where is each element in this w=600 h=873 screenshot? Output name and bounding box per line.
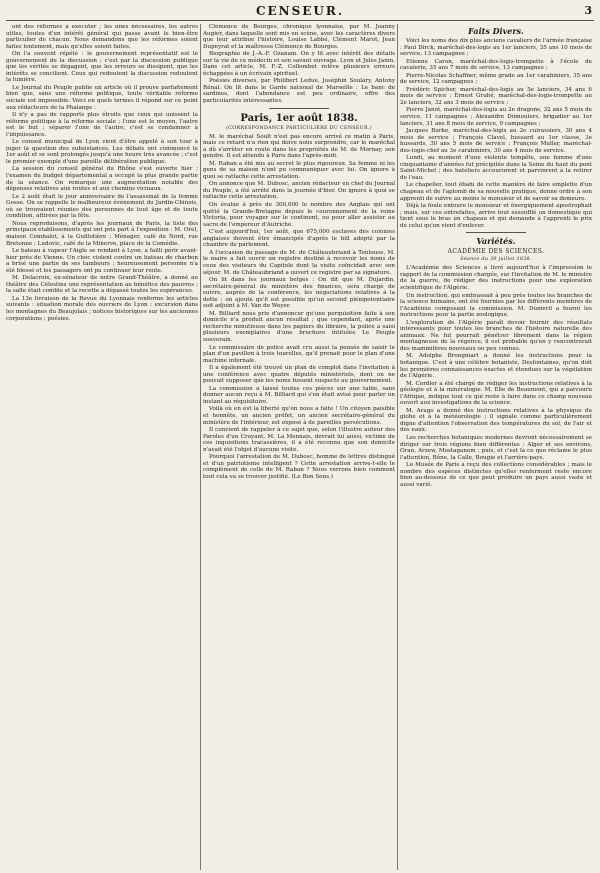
section-subheading: ACADÉMIE DES SCIENCES.: [447, 248, 545, 256]
paragraph: Les recherches botaniques modernes devront nécessairement se diriger sur trois régions bien différentes : Alger et ses environs, Oran, Arzew, Mostaganem ; puis, et c'est là ce que réclame le plus l'attention, Bône, la Calle, Bougie et l'arrière-pays.: [400, 434, 592, 461]
paragraph: L'Académie des Sciences a livré aujourd'hui à l'impression le rapport de la commission chargée, sur l'invitation de M. le ministre de la guerre, de rédiger des instructions pour une exploration scientifique de l'Algérie.: [400, 265, 592, 291]
paragraph: M. Adolphe Brongniart a donné les instructions pour la botanique. C'est à une célèbre botaniste, Desfontaines, qu'on doit les premières connaissances exactes et étendues sur la végétation de l'Algérie.: [400, 353, 592, 380]
column-1: [6, 24, 198, 870]
paragraph: On annonce que M. Dubosc, ancien rédacteur en chef du Journal du Peuple, a été arrêté dans la journée d'hier. On ignore à quoi se rattache cette arrestation.: [203, 181, 395, 201]
paragraph: Jacques Burke, maréchal-des-logis au 2e cuirassiers, 30 ans 4 mois de service ; François Clavel, hussard au 1er classe, 3e hussards, 30 ans 5 mois de service ; François Muller, maréchal-des-logis-chef au 3e carabiniers, 30 ans 4 mois de service.: [400, 128, 592, 154]
paragraph: La session du conseil général du Rhône s'est ouverte hier ; l'examen du budget départemental a occupé la plus grande partie de la séance. On remarque une augmentation notable des dépenses relatives aux routes et aux chemins vicinaux.: [6, 166, 198, 193]
paragraph: Biographie de J.-A.-F. Ozanam. On y lit avec intérêt des détails sur la vie de ce médecin et son savant ouvrage. Lyon et Jules Janin. Dans cet article, M. F.-Z. Collombet relève plusieurs erreurs échappées à un écrivain spirituel.: [203, 51, 395, 77]
paragraph: M. Billiard nous prie d'annoncer qu'une perquisition faite à son domicile n'a produit aucun résultat ; que cependant, après une recherche minutieuse dans les papiers du libraire, la police a saisi plusieurs exemplaires d'une brochure intitulée Le Peuple souverain.: [203, 310, 395, 343]
paragraph: Le Musée de Paris a reçu des collections considérables ; mais le nombre des espèces distinctes qu'elles renferment reste encore bien au-dessous de ce que peut produire un pays aussi vaste et aussi varié.: [400, 462, 592, 488]
paragraph: La 13e livraison de la Revue du Lyonnais renferme les articles suivants : situation morale des ouvriers de Lyon ; excursion dans les montagnes du Beaujolais ; notices historiques sur les anciennes corporations ; poésies.: [6, 295, 198, 322]
paragraph: La commission a laissé toutes ces pièces sur une table, sans donner aucun reçu à M. Billiard qui s'en était avisé pour parler un instant au réquisitoire.: [203, 385, 395, 405]
section-divider: [466, 232, 526, 233]
paragraph: M. Cordier a été chargé de rédiger les instructions relatives à la géologie et à la minéralogie. M. Élie de Beaumont, qui a parcouru l'Afrique, indique tout ce qui reste à faire dans ce champ nouveau ouvert aux investigations de la science.: [400, 380, 592, 407]
paragraph: Le 2 août était le jour anniversaire de l'assassinat de la femme Gosse. On se rappelle le malheureux événement du Jardin-Chinois, où se trouvaient réunies des personnes de tout âge et de toute condition, attirées par la fête.: [6, 193, 198, 220]
section-heading: Faits Divers.: [468, 26, 524, 36]
section-heading: Variétés.: [476, 236, 516, 247]
column-divider: [200, 24, 201, 870]
paragraph: A l'occasion du passage de M. de Châteaubriand à Toulouse, M. le maire a fait ouvrir un registre destiné à recevoir les noms de ceux des visiteurs du Capitole dont la visite coïncidait avec son séjour. M. de Châteaubriand a ouvert ce registre par sa signature.: [203, 249, 395, 276]
section-divider: [269, 108, 329, 109]
session-date: Séance du 30 juillet 1838.: [460, 257, 532, 263]
page-number: 3: [584, 4, 592, 17]
dateline-heading: Paris, 1er août 1838.: [240, 112, 358, 124]
masthead: [0, 0, 600, 22]
column-2: [203, 24, 395, 870]
paragraph: Frédéric Spicher, maréchal-des-logis au 5e lanciers, 34 ans 6 mois de service ; Ernest Gruhé, maréchal-des-logis-trompette au 2e lanciers, 32 ans 3 mois de service ;: [400, 86, 592, 106]
column-3: [400, 24, 592, 870]
paragraph: Le Journal du Peuple publie un article où il prouve parfaitement bien que, sans une réforme politique, toute véritable réforme sociale est impossible. Voici en quels termes il répond sur ce point aux rédacteurs de la Phalange :: [6, 84, 198, 111]
dateline-subheading: (CORRESPONDANCE PARTICULIÈRE DU CENSEUR.): [226, 125, 372, 131]
paragraph: Voici les noms des dix plus anciens cavaliers de l'armée française : Paul Dirck, maréchal-des-logis au 1er lanciers, 35 ans 10 mois de service, 13 campagnes ;: [400, 38, 592, 58]
paragraph: ont des réformes à exécuter ; les unes nécessaires, les autres utiles, toutes d'un intérêt général qui passe avant le bien-être particulier de chacun. Nous demandons que les réformes soient faites lentement, mais qu'elles soient faites.: [6, 24, 198, 50]
paragraph: Nous reproduisons, d'après les journaux de Paris, la liste des principaux établissements qui ont pris part à l'exposition : M. Orel, maison Combalot, à la Guillotière ; Ménager, café du Nord, rue Bretonne ; Ludovic, café de la Minerve, place de la Comédie.: [6, 220, 198, 247]
paragraph: M. Delacroix, ex-sénateur de notre Grand-Théâtre, a donné au théâtre des Célestins une représentation au bénéfice des pauvres ; la salle était comble et la recette a dépassé toutes les espérances.: [6, 275, 198, 295]
paragraph: M. Raban a été mis au secret le plus rigoureux. Sa femme ni les gens de sa maison n'ont pu communiquer avec lui. On ignore à quoi se rattache cette arrestation.: [203, 160, 395, 180]
paragraph: L'exploration de l'Algérie paraît devoir fournir des résultats intéressants pour toutes les branches de l'histoire naturelle des animaux. Ne fut pourrait pénétrer librement dans la région montagneuse de la régence, il est probable qu'on y rencontrerait des mammifères nouveaux ou peu connus.: [400, 319, 592, 352]
paragraph: Il convient de rappeler à ce sujet que, selon l'illustre auteur des Paroles d'un Croyant, M. La Mennais, devrait lui aussi, victime de ces inquisitions tracassières, il a été reconnu que son domicile n'avait été l'objet d'aucune visite.: [203, 427, 395, 453]
paragraph: Le commissaire de police avait cru aussi la pensée de saisir le plan d'un pavillon à trois tourelles, qu'il prenait pour le plan d'une machine infernale.: [203, 344, 395, 364]
paragraph: Il a également été trouvé un plan de complot dans l'invitation à une conférence avec quatre députés ministériels, dont on ne pouvait supposer que les noms fussent suspects au gouvernement.: [203, 365, 395, 385]
header-rule: [6, 20, 594, 21]
paragraph: C'est aujourd'hui, 1er août, que 675,000 esclaves des colonies anglaises doivent être émancipés d'après le bill adopté par la chambre du parlement.: [203, 229, 395, 249]
paragraph: On l'a souvent répété : le gouvernement représentatif est le gouvernement de la discussion ; c'est par la discussion publique que les vérités se dégagent, que les erreurs se dissipent, que les intérêts se concilient. Ceux qui redoutent la discussion redoutent la lumière.: [6, 51, 198, 84]
paragraph: Clémence de Bourges, chronique lyonnaise, par M. Joanny Augier, dans laquelle sont mis en scène, avec les caractères divers que leur attribue l'histoire, Louise Labbé, Clément Marot, Jean Dupeyrat et la maîtresse Clémence de Bourges.: [203, 24, 395, 50]
paragraph: Pourquoi l'arrestation de M. Dubosc, homme de lettres distingué et d'un patriotisme intelligent ? Cette arrestation arrive-t-elle le complément de celle de M. Raban ? Nous verrons bien comment tout cela va se trouver justifié. (Le Bon Sens.): [203, 454, 395, 480]
paragraph: M. Arago a donné des instructions relatives à la physique du globe et à la météorologie ; il signale comme particulièrement digne d'attention l'observation des températures du sol, de l'air et des eaux.: [400, 407, 592, 434]
paragraph: Lundi, au moment d'une violente tempête, une femme d'une cinquantaine d'années fut précipitée dans la Seine du haut du pont Saint-Michel ; des bateliers accoururent et parvinrent à la retirer de l'eau.: [400, 155, 592, 181]
paragraph: Pierre Janot, maréchal-des-logis au 2e dragons, 32 ans 5 mois de service, 11 campagnes ; Alexandre Dumoulers, brigadier au 1er lanciers, 31 ans 8 mois de service, 9 campagnes ;: [400, 107, 592, 127]
paragraph: M. le maréchal Soult n'est pas encore arrivé ce matin à Paris, mais ce retard n'a rien qui doive nous surprendre, car le maréchal a dû s'arrêter en route dans les propriétés de M. de Mornay, son gendre. Il est attendu à Paris dans l'après-midi.: [203, 133, 395, 160]
paragraph: Il n'y a pas de rapports plus étroits que ceux qui unissent la réforme politique à la réforme sociale ; l'une est le moyen, l'autre est le but ; séparer l'une de l'autre, c'est se condamner à l'impuissance.: [6, 112, 198, 138]
column-divider: [397, 24, 398, 870]
paragraph: Le chapelier, tout ébahi de cette manière de faire emplette d'un chapeau et de l'aplomb de sa nouvelle pratique, donne ordre à son apprenti de suivre au moins le monsieur et de savoir sa demeure.: [400, 182, 592, 202]
paragraph: Poésies diverses, par Philibert Ledue, Joséphin Soulary, Antony Rénal. On lit dans le Garde national de Marseille : Le banc de sardines, dont l'abondance est peu ordinaire, offre des particularités intéressantes.: [203, 78, 395, 105]
newspaper-title: CENSEUR.: [255, 4, 345, 18]
paragraph: Le bateau à vapeur l'Aigle se rendant à Lyon, a failli périr avant-hier près de Vienne. Un choc violent contre un bateau de charbon a brisé une partie de ses tambours ; heureusement personne n'a été blessé et les passagers ont pu continuer leur route.: [6, 248, 198, 274]
paragraph: Etienne Caron, maréchal-des-logis-trompette à l'école de cavalerie, 35 ans 7 mois de service, 13 campagnes ;: [400, 58, 592, 72]
paragraph: Déjà la foule entoure le monsieur et énergiquement apostrophait ; mais, sur ces entrefaites, arrive tout essoufflé un domestique qui tient sous le bras un chapeau et qui demande à l'apprenti le prix de celui qu'on vient d'enlever.: [400, 203, 592, 229]
paragraph: Voilà où en est la liberté qu'on nous a faite ! Un citoyen paisible et honnête, un ancien préfet, un ancien secrétaire-général du ministère de l'intérieur, est exposé à de pareilles persécutions.: [203, 406, 395, 426]
paragraph: On évalue à près de 300,000 le nombre des Anglais qui ont quitté la Grande-Bretagne depuis le couronnement de la reine Victoria, pour voyager sur le continent, ou pour aller assister au sacre de l'empereur d'Autriche.: [203, 202, 395, 228]
paragraph: On lit dans les journaux belges : On dit que M. Dujardin, secrétaire-général du ministère des finances, sera chargé de suivre, auprès de la conférence, les négociations relatives à la dette ; on ajoute qu'il est possible qu'un second plénipotentiaire soit adjoint à M. Van de Weyer.: [203, 277, 395, 310]
paragraph: Un instruction, qui embrassait à peu près toutes les branches de la science humaine, ont été fournies par les différents membres de l'Académie composant la commission. M. Dumeril a fourni les instructions pour la partie zoologique.: [400, 292, 592, 319]
paragraph: Le conseil municipal de Lyon vient d'être appelé à son tour à juger la question des subsistances. Les débats ont commencé le 1er août et se sont prolongés jusqu'à une heure très avancée ; c'est le premier exemple d'une pareille délibération publique.: [6, 139, 198, 165]
paragraph: Pierre-Nicolas Schaffner, même grade au 1er carabiniers, 35 ans de service, 12 campagnes ;: [400, 72, 592, 86]
